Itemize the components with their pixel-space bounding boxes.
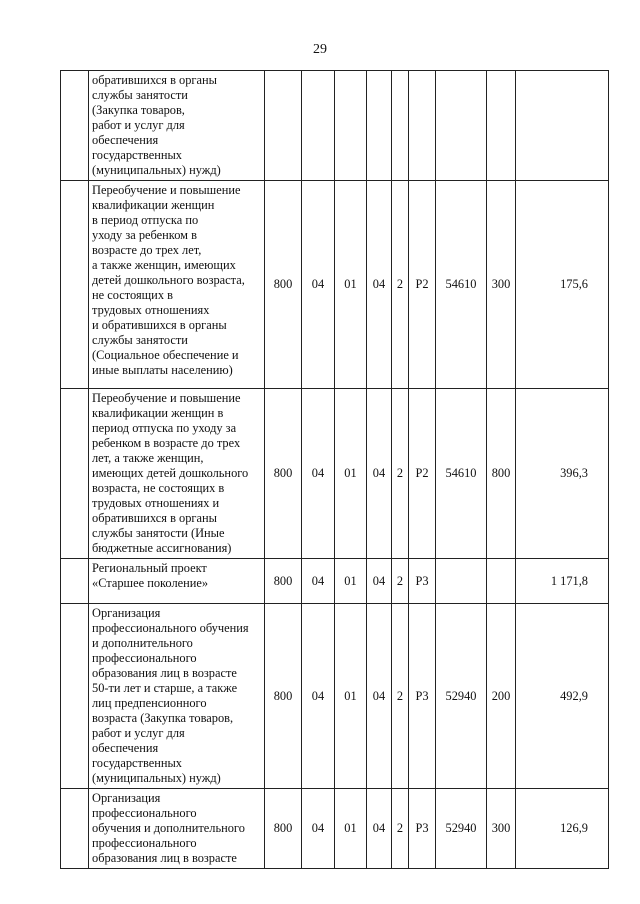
code-subprogram: 2 <box>392 389 409 559</box>
code-subsection: 01 <box>335 181 367 389</box>
budget-table <box>60 70 609 869</box>
code-section: 04 <box>302 604 335 789</box>
code-program: 04 <box>367 789 392 869</box>
code-project: Р2 <box>409 181 436 389</box>
code-subsection: 01 <box>335 789 367 869</box>
code-expense-type <box>487 559 516 604</box>
table-row <box>61 604 609 789</box>
code-project: Р2 <box>409 389 436 559</box>
code-grbs <box>265 71 302 181</box>
code-project: Р3 <box>409 789 436 869</box>
amount-cell <box>516 71 609 181</box>
code-section: 04 <box>302 181 335 389</box>
amount-cell: 175,6 <box>516 181 609 389</box>
blank-cell <box>61 71 89 181</box>
code-expense-type <box>487 71 516 181</box>
code-subsection <box>335 71 367 181</box>
item-name: Региональный проект «Старшее поколение» <box>89 559 265 604</box>
code-program: 04 <box>367 559 392 604</box>
code-grbs: 800 <box>265 559 302 604</box>
table-row <box>61 789 609 869</box>
code-grbs: 800 <box>265 789 302 869</box>
code-program: 04 <box>367 389 392 559</box>
code-direction <box>436 71 487 181</box>
code-subprogram <box>392 71 409 181</box>
code-grbs: 800 <box>265 181 302 389</box>
table-row <box>61 71 609 181</box>
code-project <box>409 71 436 181</box>
blank-cell <box>61 604 89 789</box>
code-program: 04 <box>367 181 392 389</box>
blank-cell <box>61 389 89 559</box>
code-program: 04 <box>367 604 392 789</box>
amount-cell: 396,3 <box>516 389 609 559</box>
code-direction <box>436 559 487 604</box>
code-subprogram: 2 <box>392 789 409 869</box>
code-expense-type: 800 <box>487 389 516 559</box>
code-direction: 54610 <box>436 389 487 559</box>
code-subprogram: 2 <box>392 181 409 389</box>
table-row <box>61 559 609 604</box>
item-name: Организация профессионального обучения и дополнительного профессионального образования лиц в возрасте 50-ти лет и старше, а также лиц предпенсионного возраста (Закупка товаров, работ и услуг для обеспечения государственных (муниципальных) нужд) <box>89 604 265 789</box>
amount-cell: 1 171,8 <box>516 559 609 604</box>
amount-cell: 126,9 <box>516 789 609 869</box>
code-subsection: 01 <box>335 559 367 604</box>
code-direction: 52940 <box>436 789 487 869</box>
blank-cell <box>61 559 89 604</box>
amount-cell: 492,9 <box>516 604 609 789</box>
item-name: Переобучение и повышение квалификации женщин в период отпуска по уходу за ребенком в возрасте до трех лет, а также женщин, имеющих детей дошкольного возраста, не состоящих в трудовых отношениях и обратившихся в органы службы занятости (Социальное обеспечение и иные выплаты населению) <box>89 181 265 389</box>
code-subsection: 01 <box>335 604 367 789</box>
code-expense-type: 200 <box>487 604 516 789</box>
code-subprogram: 2 <box>392 604 409 789</box>
blank-cell <box>61 789 89 869</box>
code-direction: 52940 <box>436 604 487 789</box>
item-name: обратившихся в органы службы занятости (Закупка товаров, работ и услуг для обеспечения государственных (муниципальных) нужд) <box>89 71 265 181</box>
code-program <box>367 71 392 181</box>
code-section <box>302 71 335 181</box>
code-section: 04 <box>302 389 335 559</box>
code-project: Р3 <box>409 559 436 604</box>
code-grbs: 800 <box>265 389 302 559</box>
code-section: 04 <box>302 789 335 869</box>
blank-cell <box>61 181 89 389</box>
item-name: Переобучение и повышение квалификации женщин в период отпуска по уходу за ребенком в возрасте до трех лет, а также женщин, имеющих детей дошкольного возраста, не состоящих в трудовых отношениях и обратившихся в органы службы занятости (Иные бюджетные ассигнования) <box>89 389 265 559</box>
code-subprogram: 2 <box>392 559 409 604</box>
code-subsection: 01 <box>335 389 367 559</box>
code-grbs: 800 <box>265 604 302 789</box>
code-project: Р3 <box>409 604 436 789</box>
table-row <box>61 389 609 559</box>
table-row <box>61 181 609 389</box>
code-expense-type: 300 <box>487 789 516 869</box>
code-direction: 54610 <box>436 181 487 389</box>
page-number: 29 <box>313 42 327 57</box>
item-name: Организация профессионального обучения и дополнительного профессионального образования лиц в возрасте <box>89 789 265 869</box>
code-section: 04 <box>302 559 335 604</box>
code-expense-type: 300 <box>487 181 516 389</box>
